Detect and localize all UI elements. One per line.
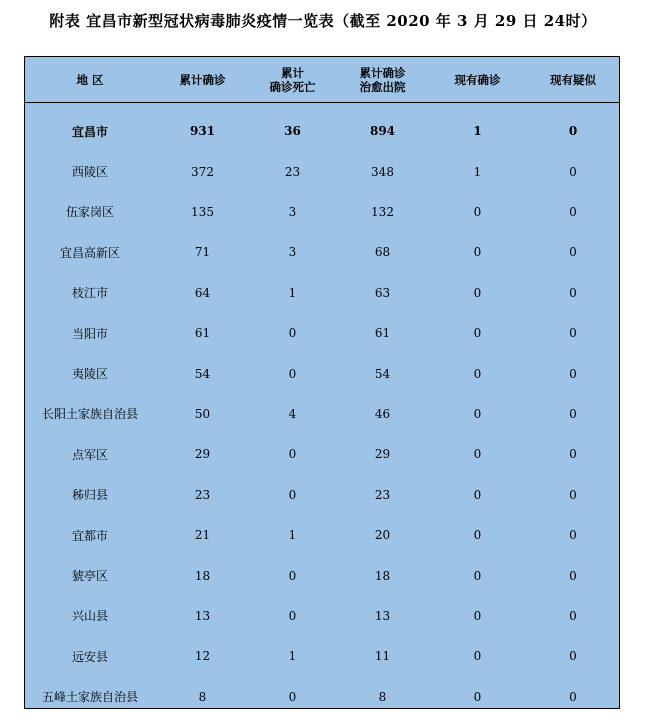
current-suspected-cell: 0 xyxy=(568,124,578,139)
region-cell: 枝江市 xyxy=(71,286,108,301)
header-current-suspected: 现有疑似 xyxy=(550,72,596,87)
table-row xyxy=(25,313,619,353)
current-suspected-cell: 0 xyxy=(569,447,577,462)
cum-confirmed-cell: 71 xyxy=(194,245,211,260)
current-confirmed-cell: 0 xyxy=(473,689,482,704)
current-suspected-cell: 0 xyxy=(569,487,577,502)
table-row xyxy=(25,151,619,191)
cum-deaths-cell: 4 xyxy=(288,406,297,421)
current-suspected-cell: 0 xyxy=(569,649,577,664)
cum-confirmed-cell: 372 xyxy=(191,164,214,179)
region-cell: 当阳市 xyxy=(71,326,108,341)
current-confirmed-cell: 1 xyxy=(473,124,482,139)
current-confirmed-cell: 0 xyxy=(473,285,482,300)
header-current-confirmed: 现有确诊 xyxy=(454,72,501,87)
table-row xyxy=(25,475,619,515)
table-row xyxy=(25,232,619,272)
region-cell: 夷陵区 xyxy=(71,367,108,382)
current-confirmed-cell: 0 xyxy=(473,649,482,664)
cum-cured-cell: 11 xyxy=(374,649,391,664)
header-cum-cured-line1: 累计确诊 xyxy=(359,65,406,80)
cum-cured-cell: 46 xyxy=(374,406,391,421)
cum-deaths-cell: 0 xyxy=(288,568,297,583)
cum-confirmed-cell: 61 xyxy=(194,326,211,341)
header-cum-deaths-line1: 累计 xyxy=(281,65,304,80)
table-row-total xyxy=(25,111,619,151)
current-suspected-cell: 0 xyxy=(569,204,577,219)
table-row xyxy=(25,677,619,717)
cum-cured-cell: 61 xyxy=(374,326,391,341)
region-cell: 远安县 xyxy=(71,649,108,664)
cum-deaths-cell: 0 xyxy=(288,689,297,704)
region-cell: 宜都市 xyxy=(71,528,108,543)
current-confirmed-cell: 0 xyxy=(473,204,482,219)
current-suspected-cell: 0 xyxy=(569,406,577,421)
region-cell: 猇亭区 xyxy=(71,569,108,584)
region-cell: 西陵区 xyxy=(71,165,108,180)
header-cum-cured-line2: 治愈出院 xyxy=(359,79,406,94)
cum-cured-cell: 23 xyxy=(374,487,391,502)
cum-deaths-cell: 1 xyxy=(288,528,297,543)
table-row xyxy=(25,515,619,555)
cum-confirmed-cell: 8 xyxy=(198,689,207,704)
table-row xyxy=(25,353,619,393)
cum-deaths-cell: 0 xyxy=(288,326,297,341)
current-confirmed-cell: 0 xyxy=(473,447,482,462)
current-confirmed-cell: 0 xyxy=(473,528,482,543)
cum-deaths-cell: 1 xyxy=(288,285,297,300)
current-suspected-cell: 0 xyxy=(569,285,577,300)
region-cell: 点军区 xyxy=(71,447,108,462)
cum-deaths-cell: 3 xyxy=(288,245,297,260)
cum-cured-cell: 13 xyxy=(374,608,391,623)
cum-deaths-cell: 23 xyxy=(284,164,301,179)
current-suspected-cell: 0 xyxy=(569,689,577,704)
header-cum-cured xyxy=(335,57,430,102)
cum-cured-cell: 54 xyxy=(374,366,391,381)
cum-confirmed-cell: 50 xyxy=(194,406,211,421)
current-suspected-cell: 0 xyxy=(569,245,577,260)
cum-confirmed-cell: 21 xyxy=(194,528,211,543)
current-suspected-cell: 0 xyxy=(569,568,577,583)
region-cell: 长阳土家族自治县 xyxy=(41,407,138,422)
cum-confirmed-cell: 23 xyxy=(194,487,211,502)
table-row xyxy=(25,394,619,434)
cum-cured-cell: 894 xyxy=(369,124,396,139)
cum-deaths-cell: 0 xyxy=(288,608,297,623)
cum-confirmed-cell: 18 xyxy=(194,568,211,583)
cum-confirmed-cell: 931 xyxy=(189,124,216,139)
current-confirmed-cell: 0 xyxy=(473,568,482,583)
cum-confirmed-cell: 135 xyxy=(191,204,214,219)
region-cell: 宜昌高新区 xyxy=(59,245,120,260)
current-confirmed-cell: 1 xyxy=(473,164,482,179)
header-cum-deaths-line2: 确诊死亡 xyxy=(269,79,316,94)
region-cell: 五峰土家族自治县 xyxy=(41,690,138,705)
cum-cured-cell: 68 xyxy=(374,245,391,260)
cum-deaths-cell: 0 xyxy=(288,487,297,502)
current-confirmed-cell: 0 xyxy=(473,608,482,623)
header-region: 地 区 xyxy=(76,72,104,87)
cum-confirmed-cell: 64 xyxy=(194,285,211,300)
header-cum-confirmed: 累计确诊 xyxy=(179,72,226,87)
current-confirmed-cell: 0 xyxy=(473,487,482,502)
cum-confirmed-cell: 29 xyxy=(194,447,211,462)
current-confirmed-cell: 0 xyxy=(473,245,482,260)
cum-confirmed-cell: 12 xyxy=(194,649,211,664)
cum-cured-cell: 18 xyxy=(374,568,391,583)
region-cell: 伍家岗区 xyxy=(65,205,114,220)
cum-deaths-cell: 0 xyxy=(288,447,297,462)
table-row xyxy=(25,273,619,313)
cum-confirmed-cell: 54 xyxy=(194,366,211,381)
table-row xyxy=(25,636,619,676)
cum-deaths-cell: 3 xyxy=(288,204,297,219)
table-row xyxy=(25,434,619,474)
page-title: 附表 宜昌市新型冠状病毒肺炎疫情一览表（截至 2020 年 3 月 29 日 24时） xyxy=(49,12,597,30)
region-cell: 宜昌市 xyxy=(71,124,108,139)
current-suspected-cell: 0 xyxy=(569,366,577,381)
region-cell: 秭归县 xyxy=(71,488,108,503)
cum-cured-cell: 63 xyxy=(374,285,391,300)
cum-deaths-cell: 1 xyxy=(288,649,297,664)
cum-cured-cell: 20 xyxy=(374,528,391,543)
current-confirmed-cell: 0 xyxy=(473,406,482,421)
current-confirmed-cell: 0 xyxy=(473,326,482,341)
table-row xyxy=(25,192,619,232)
cum-deaths-cell: 0 xyxy=(288,366,297,381)
current-confirmed-cell: 0 xyxy=(473,366,482,381)
current-suspected-cell: 0 xyxy=(569,528,577,543)
header-cum-deaths xyxy=(250,57,335,102)
table-row xyxy=(25,555,619,595)
current-suspected-cell: 0 xyxy=(569,164,577,179)
region-cell: 兴山县 xyxy=(71,609,108,624)
cum-confirmed-cell: 13 xyxy=(194,608,211,623)
cum-cured-cell: 8 xyxy=(378,689,387,704)
table-header xyxy=(25,57,619,103)
cum-cured-cell: 348 xyxy=(371,164,394,179)
current-suspected-cell: 0 xyxy=(569,608,577,623)
epidemic-table xyxy=(24,56,620,709)
cum-deaths-cell: 36 xyxy=(284,124,301,139)
cum-cured-cell: 29 xyxy=(374,447,391,462)
current-suspected-cell: 0 xyxy=(569,326,577,341)
cum-cured-cell: 132 xyxy=(371,204,394,219)
table-row xyxy=(25,596,619,636)
